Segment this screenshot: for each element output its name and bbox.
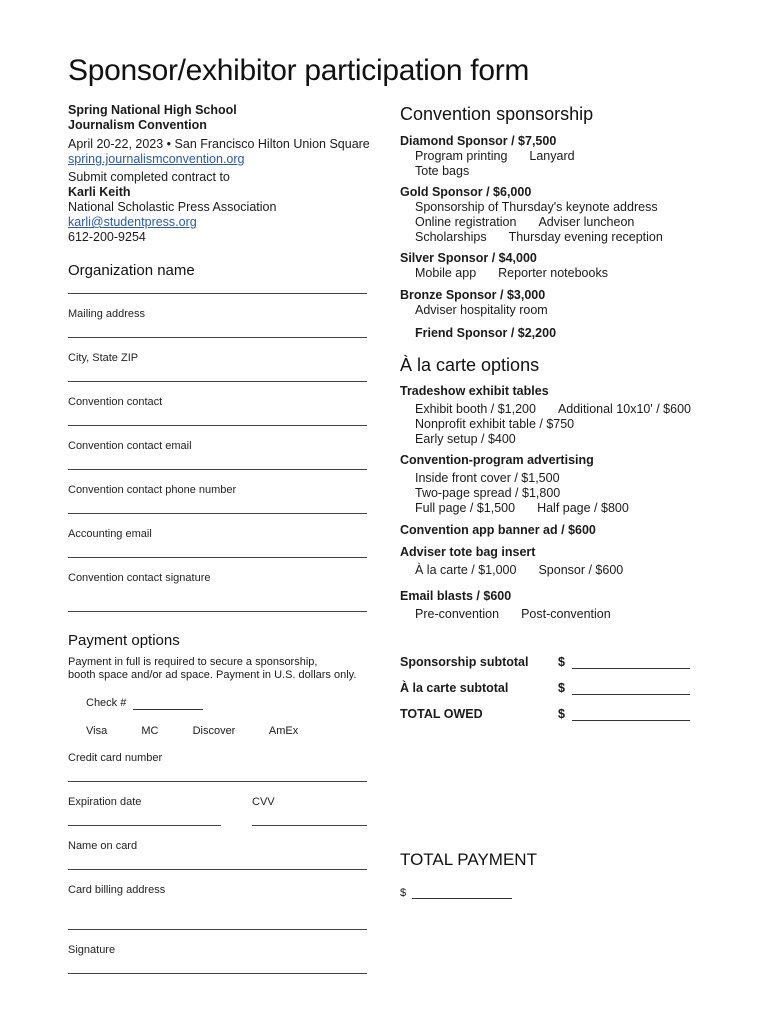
organization-name-field[interactable] [68, 293, 367, 294]
diamond-row1 [400, 149, 740, 164]
tradeshow-exhibit-booth: Exhibit booth / $1,200 [415, 402, 536, 416]
silver-sponsor-title: Silver Sponsor / $4,000 [400, 251, 537, 265]
payment-note-line1: Payment in full is required to secure a sponsorship, [68, 656, 318, 668]
alacarte-subtotal-row [558, 681, 690, 695]
signature-label: Signature [68, 944, 116, 956]
bronze-hospitality-room: Adviser hospitality room [415, 303, 548, 317]
contact-email-link[interactable]: karli@studentpress.org [68, 215, 197, 229]
tradeshow-nonprofit: Nonprofit exhibit table / $750 [415, 417, 575, 431]
card-amex-option[interactable]: AmEx [268, 725, 299, 737]
total-payment-field[interactable] [412, 886, 512, 899]
alacarte-subtotal-field[interactable] [572, 681, 690, 695]
check-label: Check # [86, 697, 127, 709]
total-owed-row [558, 707, 690, 721]
card-billing-address-label: Card billing address [68, 884, 166, 896]
event-website-link[interactable]: spring.journalismconvention.org [68, 152, 245, 166]
contact-name: Karli Keith [68, 185, 131, 199]
convention-contact-field[interactable] [68, 425, 367, 426]
program-full-page: Full page / $1,500 [415, 501, 516, 515]
contact-signature-label: Convention contact signature [68, 572, 211, 584]
card-billing-address-field[interactable] [68, 929, 367, 930]
alacarte-subtotal-label: À la carte subtotal [400, 681, 509, 695]
currency-symbol: $ [558, 655, 565, 669]
check-number-field[interactable] [133, 709, 203, 710]
contact-organization: National Scholastic Press Association [68, 200, 277, 214]
credit-card-number-field[interactable] [68, 781, 367, 782]
silver-reporter-notebooks: Reporter notebooks [498, 266, 608, 280]
expiration-date-field[interactable] [68, 825, 221, 826]
accounting-email-field[interactable] [68, 557, 367, 558]
tradeshow-title: Tradeshow exhibit tables [400, 384, 549, 398]
program-half-page: Half page / $800 [537, 501, 629, 515]
program-row3 [400, 501, 740, 516]
convention-contact-email-field[interactable] [68, 469, 367, 470]
program-two-page-spread: Two-page spread / $1,800 [415, 486, 561, 500]
diamond-lanyard: Lanyard [529, 149, 575, 163]
accounting-email-label: Accounting email [68, 528, 152, 540]
expiration-cvv-fields [68, 825, 373, 826]
mailing-address-label: Mailing address [68, 308, 146, 320]
organization-name-label: Organization name [68, 262, 195, 279]
expiration-date-label: Expiration date [68, 796, 142, 808]
expiration-cvv-labels [68, 796, 373, 809]
currency-symbol: $ [558, 707, 565, 721]
event-name-line1: Spring National High School [68, 103, 237, 117]
convention-contact-label: Convention contact [68, 396, 163, 408]
tote-row1 [400, 563, 740, 578]
sponsorship-subtotal-row [558, 655, 690, 669]
alacarte-heading: À la carte options [400, 355, 540, 375]
check-number-row [68, 697, 373, 710]
cvv-label: CVV [252, 796, 275, 808]
contact-phone: 612-200-9254 [68, 230, 146, 244]
payment-options-heading: Payment options [68, 632, 180, 649]
page-title: Sponsor/exhibitor participation form [68, 54, 530, 87]
email-pre-convention: Pre-convention [415, 607, 500, 621]
contact-signature-field[interactable] [68, 611, 367, 612]
diamond-sponsor-title: Diamond Sponsor / $7,500 [400, 134, 557, 148]
convention-contact-phone-field[interactable] [68, 513, 367, 514]
convention-contact-phone-label: Convention contact phone number [68, 484, 237, 496]
email-row1 [400, 607, 740, 622]
tradeshow-row1 [400, 402, 740, 417]
tote-sponsor: Sponsor / $600 [538, 563, 624, 577]
card-visa-option[interactable]: Visa [86, 725, 108, 737]
city-state-zip-field[interactable] [68, 381, 367, 382]
convention-contact-email-label: Convention contact email [68, 440, 192, 452]
name-on-card-label: Name on card [68, 840, 138, 852]
tote-insert-title: Adviser tote bag insert [400, 545, 536, 559]
credit-card-number-label: Credit card number [68, 752, 163, 764]
app-banner-ad: Convention app banner ad / $600 [400, 523, 596, 537]
program-advertising-title: Convention-program advertising [400, 453, 594, 467]
gold-scholarships: Scholarships [415, 230, 487, 244]
gold-evening-reception: Thursday evening reception [508, 230, 663, 244]
gold-keynote: Sponsorship of Thursday's keynote address [415, 200, 658, 214]
tradeshow-early-setup: Early setup / $400 [415, 432, 516, 446]
gold-adviser-luncheon: Adviser luncheon [538, 215, 635, 229]
total-payment-row [400, 886, 512, 899]
city-state-zip-label: City, State ZIP [68, 352, 139, 364]
signature-field[interactable] [68, 973, 367, 974]
currency-symbol: $ [400, 887, 407, 899]
cvv-field[interactable] [252, 825, 367, 826]
card-mc-option[interactable]: MC [141, 725, 159, 737]
convention-sponsorship-heading: Convention sponsorship [400, 104, 594, 124]
mailing-address-field[interactable] [68, 337, 367, 338]
sponsorship-subtotal-field[interactable] [572, 655, 690, 669]
payment-note-line2: booth space and/or ad space. Payment in U.S. dollars only. [68, 669, 357, 681]
tote-alacarte: À la carte / $1,000 [415, 563, 517, 577]
email-post-convention: Post-convention [521, 607, 611, 621]
right-column [400, 103, 740, 622]
event-name-line2: Journalism Convention [68, 118, 207, 132]
silver-row1 [400, 266, 740, 281]
total-payment-heading: TOTAL PAYMENT [400, 850, 537, 869]
left-column [68, 103, 373, 974]
email-blasts-title: Email blasts / $600 [400, 589, 512, 603]
friend-sponsor-title: Friend Sponsor / $2,200 [415, 326, 557, 340]
total-owed-field[interactable] [572, 707, 690, 721]
diamond-tote-bags: Tote bags [415, 164, 470, 178]
card-type-row [68, 725, 373, 738]
gold-row3 [400, 230, 740, 245]
gold-row2 [400, 215, 740, 230]
submit-instructions: Submit completed contract to [68, 170, 230, 184]
gold-sponsor-title: Gold Sponsor / $6,000 [400, 185, 532, 199]
bronze-sponsor-title: Bronze Sponsor / $3,000 [400, 288, 546, 302]
silver-mobile-app: Mobile app [415, 266, 477, 280]
program-inside-front-cover: Inside front cover / $1,500 [415, 471, 560, 485]
name-on-card-field[interactable] [68, 869, 367, 870]
event-dates-location: April 20-22, 2023 • San Francisco Hilton Union Square [68, 137, 370, 151]
diamond-program-printing: Program printing [415, 149, 508, 163]
gold-online-registration: Online registration [415, 215, 517, 229]
currency-symbol: $ [558, 681, 565, 695]
sponsorship-subtotal-label: Sponsorship subtotal [400, 655, 529, 669]
total-owed-label: TOTAL OWED [400, 707, 483, 721]
tradeshow-additional: Additional 10x10' / $600 [557, 402, 691, 416]
card-discover-option[interactable]: Discover [192, 725, 236, 737]
